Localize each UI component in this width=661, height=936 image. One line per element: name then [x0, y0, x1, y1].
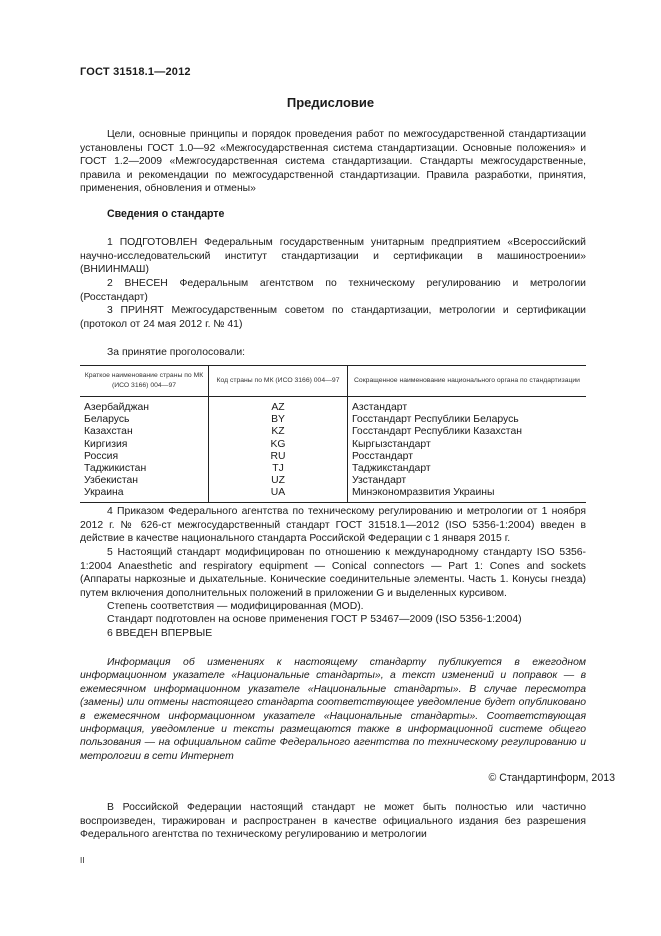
item-3-text: 3 ПРИНЯТ Межгосударственным советом по стандартизации, метрологии и сертификации (протокол от 24 мая 2012 г. № 41) — [80, 305, 586, 330]
item-3-paragraph — [80, 304, 586, 331]
item-6-line — [80, 627, 586, 641]
body-cell: Росстандарт — [352, 450, 413, 462]
item-4-text: 4 Приказом Федерального агентства по техническому регулированию и метрологии от 1 ноября 2012 г. № 626-ст межгосударственный стандарт ГОСТ 31518.1—2012 (ISO 5356-1:2004) введен в действие в качестве национального стандарта Российской Федерации с 1 января 2015 г. — [80, 506, 586, 545]
code-cell: TJ — [209, 463, 348, 475]
legal-notice-paragraph — [80, 801, 586, 842]
item-1-paragraph — [80, 236, 586, 277]
code-cell: UZ — [209, 475, 348, 487]
table-row — [80, 451, 586, 463]
intro-text: Цели, основные принципы и порядок проведения работ по межгосударственной стандартизации установлены ГОСТ 1.0—92 «Межгосударственная система стандартизации. Основные положения» и ГОСТ 1.2—2009 «Межгосударственная система стандартизации. Стандарты межгосударственные, правила и рекомендации по межгосударственной стандартизации. Правила разработки, принятия, применения, обновления и отмены» — [80, 129, 586, 195]
item-4-paragraph — [80, 505, 586, 546]
code-cell: BY — [209, 414, 348, 426]
code-cell: AZ — [209, 397, 348, 415]
voted-label: За принятие проголосовали: — [107, 347, 246, 358]
table-row — [80, 426, 586, 438]
country-cell: Киргизия — [80, 439, 209, 451]
item-5-basis-text: Стандарт подготовлен на основе применения ГОСТ Р 53467—2009 (ISO 5356-1:2004) — [107, 614, 522, 625]
item-5-paragraph — [80, 546, 586, 600]
section-title: Сведения о стандарте — [107, 208, 225, 220]
table-row — [80, 487, 586, 502]
copyright-line: © Стандартинформ, 2013 — [488, 772, 615, 784]
item-2-paragraph — [80, 277, 586, 304]
changes-info-text: Информация об изменениях к настоящему стандарту публикуется в ежегодном информационном указателе «Национальные стандарты», а текст изменений и поправок — в ежемесячном информационном указателе «Национальные стандарты». В случае пересмотра (замены) или отмены настоящего стандарта соответствующее уведомление будет опубликовано в ежемесячном информационном указателе «Национальные стандарты». Соответствующая информация, уведомление и тексты размещаются также в информационной системе общего пользования — на официальном сайте Федерального агентства по техническому регулированию и метрологии в сети Интернет — [80, 657, 586, 762]
intro-paragraph — [80, 128, 586, 196]
body-cell: Узстандарт — [352, 475, 407, 487]
code-cell: UA — [209, 487, 348, 502]
changes-info-paragraph — [80, 656, 586, 763]
body-cell: Таджикстандарт — [352, 463, 431, 475]
code-cell: RU — [209, 451, 348, 463]
header-standards-body: Сокращенное наименование национального органа по стандартизации — [348, 366, 587, 397]
table-row — [80, 397, 586, 415]
item-6-text: 6 ВВЕДЕН ВПЕРВЫЕ — [107, 628, 213, 639]
votes-table — [80, 365, 586, 503]
body-cell: Азстандарт — [352, 402, 408, 413]
table-row — [80, 414, 586, 426]
country-cell: Таджикистан — [80, 463, 209, 475]
body-cell: Минэкономразвития Украины — [348, 487, 587, 502]
table-row — [80, 475, 586, 487]
country-cell: Узбекистан — [80, 475, 209, 487]
item-5-degree-text: Степень соответствия — модифицированная (MOD). — [107, 601, 364, 612]
body-cell: Кыргызстандарт — [352, 438, 431, 450]
item-5-degree-line — [80, 600, 586, 614]
voted-label-line — [80, 346, 586, 360]
body-cell: Госстандарт Республики Беларусь — [352, 414, 519, 426]
item-5-text: 5 Настоящий стандарт модифицирован по отношению к международному стандарту ISO 5356-1:2004 Anaesthetic and respiratory equipment — Conical connectors — Part 1: Cones and sockets (Аппараты наркозные и дыхательные. Конические соединительные элементы. Часть 1. Конусы гнезда) путем включения дополнительных положений в приложении G и выделенных курсивом. — [80, 547, 586, 599]
table-row — [80, 463, 586, 475]
country-cell: Казахстан — [80, 426, 209, 438]
item-1-text: 1 ПОДГОТОВЛЕН Федеральным государственным унитарным предприятием «Всероссийский научно-исследовательский институт стандартизации и сертификации в машиностроении» (ВНИИНМАШ) — [80, 237, 586, 276]
item-2-text: 2 ВНЕСЕН Федеральным агентством по техническому регулированию и метрологии (Росстандарт) — [80, 278, 586, 303]
item-5-basis-line — [80, 613, 586, 627]
country-cell: Россия — [80, 451, 209, 463]
country-cell: Беларусь — [80, 414, 209, 426]
table-row — [80, 439, 586, 451]
body-cell: Госстандарт Республики Казахстан — [352, 426, 522, 438]
document-header-code: ГОСТ 31518.1—2012 — [80, 66, 191, 78]
header-country-name: Краткое наименование страны по МК (ИСО 3166) 004—97 — [80, 366, 209, 397]
votes-table-header-row — [80, 366, 586, 397]
code-cell: KZ — [209, 426, 348, 438]
code-cell: KG — [209, 439, 348, 451]
country-cell: Украина — [80, 487, 209, 502]
page-number: II — [80, 856, 85, 865]
header-country-code: Код страны по МК (ИСО 3166) 004—97 — [209, 366, 348, 397]
page-title: Предисловие — [286, 95, 375, 110]
country-cell: Азербайджан — [80, 397, 209, 415]
legal-notice-text: В Российской Федерации настоящий стандарт не может быть полностью или частично воспроизведен, тиражирован и распространен в качестве официального издания без разрешения Федерального агентства по техническому регулированию и метрологии — [80, 802, 586, 841]
